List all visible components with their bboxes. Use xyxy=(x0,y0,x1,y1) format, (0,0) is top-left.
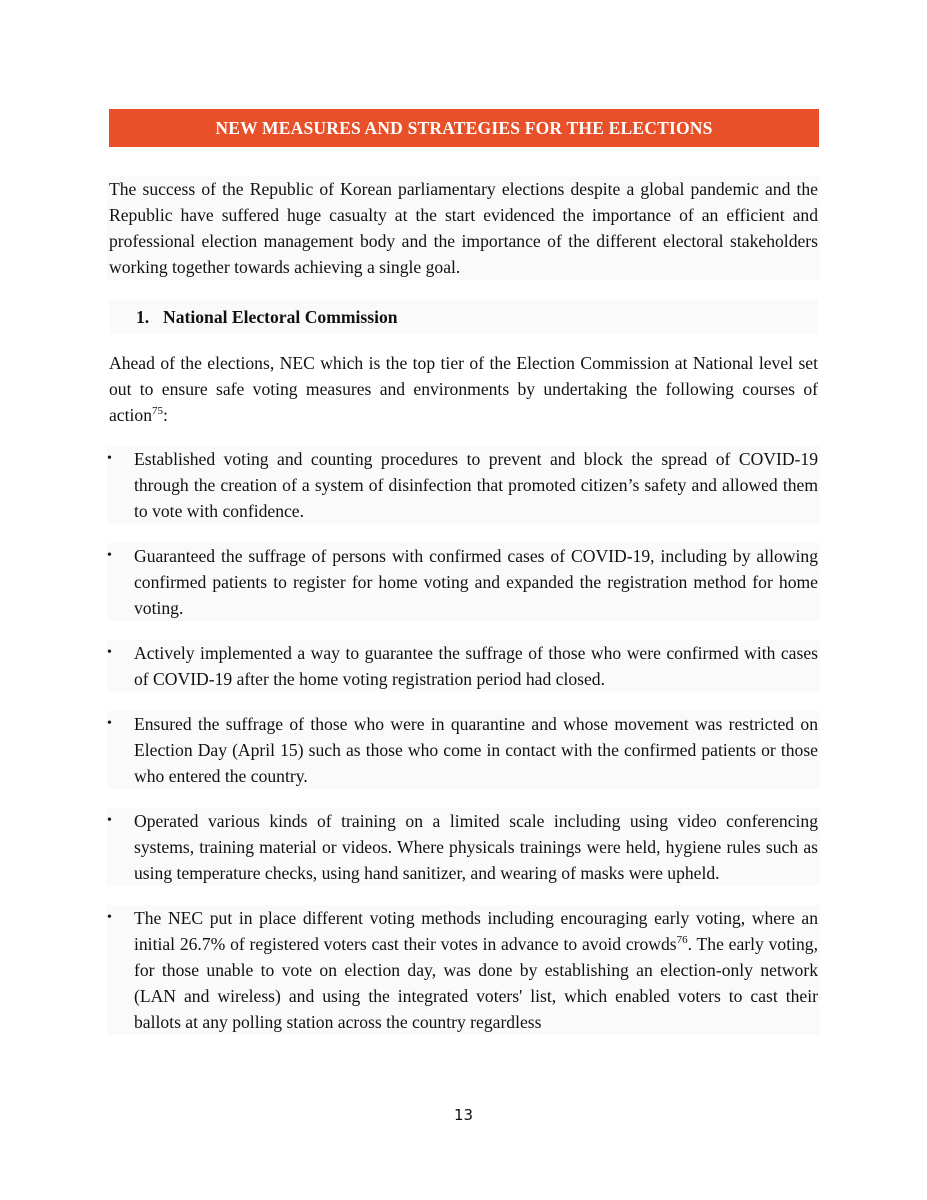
list-item xyxy=(107,446,820,524)
section-banner xyxy=(109,109,819,147)
banner-title: NEW MEASURES AND STRATEGIES FOR THE ELECTIONS xyxy=(215,117,713,138)
section-number: 1. xyxy=(136,307,150,327)
list-item-text-part1: The NEC put in place different voting methods including encouraging early voting, where an initial 26.7% of registered voters cast their votes in advance to avoid crowds xyxy=(134,908,818,954)
list-item-text: Guaranteed the suffrage of persons with confirmed cases of COVID-19, including by allowing confirmed patients to register for home voting and expanded the registration method for home voting. xyxy=(134,546,818,618)
measures-list xyxy=(109,446,818,1035)
page-content xyxy=(109,176,818,1054)
lead-text: Ahead of the elections, NEC which is the top tier of the Election Commission at National level set out to ensure safe voting measures and environments by undertaking the following courses of action xyxy=(109,353,818,425)
bullet-icon: • xyxy=(107,645,112,660)
list-item xyxy=(107,543,820,621)
list-item-text: Actively implemented a way to guarantee the suffrage of those who were confirmed with cases of COVID-19 after the home voting registration period had closed. xyxy=(134,643,818,689)
lead-suffix: : xyxy=(163,405,168,425)
bullet-icon: • xyxy=(107,548,112,563)
footnote-ref-76: 76 xyxy=(676,934,688,947)
list-item-text-part2: . The early voting, for those unable to vote on election day, was done by establishing an election-only network (LAN and wireless) and using the integrated voters' list, which enabled voters to cast their ballots at any polling station across the country regardless xyxy=(134,934,818,1032)
list-item xyxy=(107,905,820,1035)
bullet-icon: • xyxy=(107,813,112,828)
section-title: National Electoral Commission xyxy=(163,307,398,327)
list-item xyxy=(107,640,820,692)
bullet-icon: • xyxy=(107,910,112,925)
bullet-icon: • xyxy=(107,451,112,466)
list-item xyxy=(107,808,820,886)
bullet-icon: • xyxy=(107,716,112,731)
list-item-text: Operated various kinds of training on a limited scale including using video conferencing systems, training material or videos. Where physicals trainings were held, hygiene rules such as using temperature checks, using hand sanitizer, and wearing of masks were upheld. xyxy=(134,811,818,883)
intro-paragraph: The success of the Republic of Korean parliamentary elections despite a global pandemic and the Republic have suffered huge casualty at the start evidenced the importance of an efficient and professional election management body and the importance of the different electoral stakeholders working together towards achieving a single goal. xyxy=(107,176,820,280)
footnote-ref-75: 75 xyxy=(152,405,163,418)
list-item xyxy=(107,711,820,789)
section-heading xyxy=(109,300,818,334)
page-number: 13 xyxy=(453,1106,474,1124)
section-lead-paragraph xyxy=(109,350,818,428)
list-item-text: Established voting and counting procedures to prevent and block the spread of COVID-19 through the creation of a system of disinfection that promoted citizen’s safety and allowed them to vote with confidence. xyxy=(134,449,818,521)
list-item-text: Ensured the suffrage of those who were in quarantine and whose movement was restricted on Election Day (April 15) such as those who come in contact with the confirmed patients or those who entered the country. xyxy=(134,714,818,786)
